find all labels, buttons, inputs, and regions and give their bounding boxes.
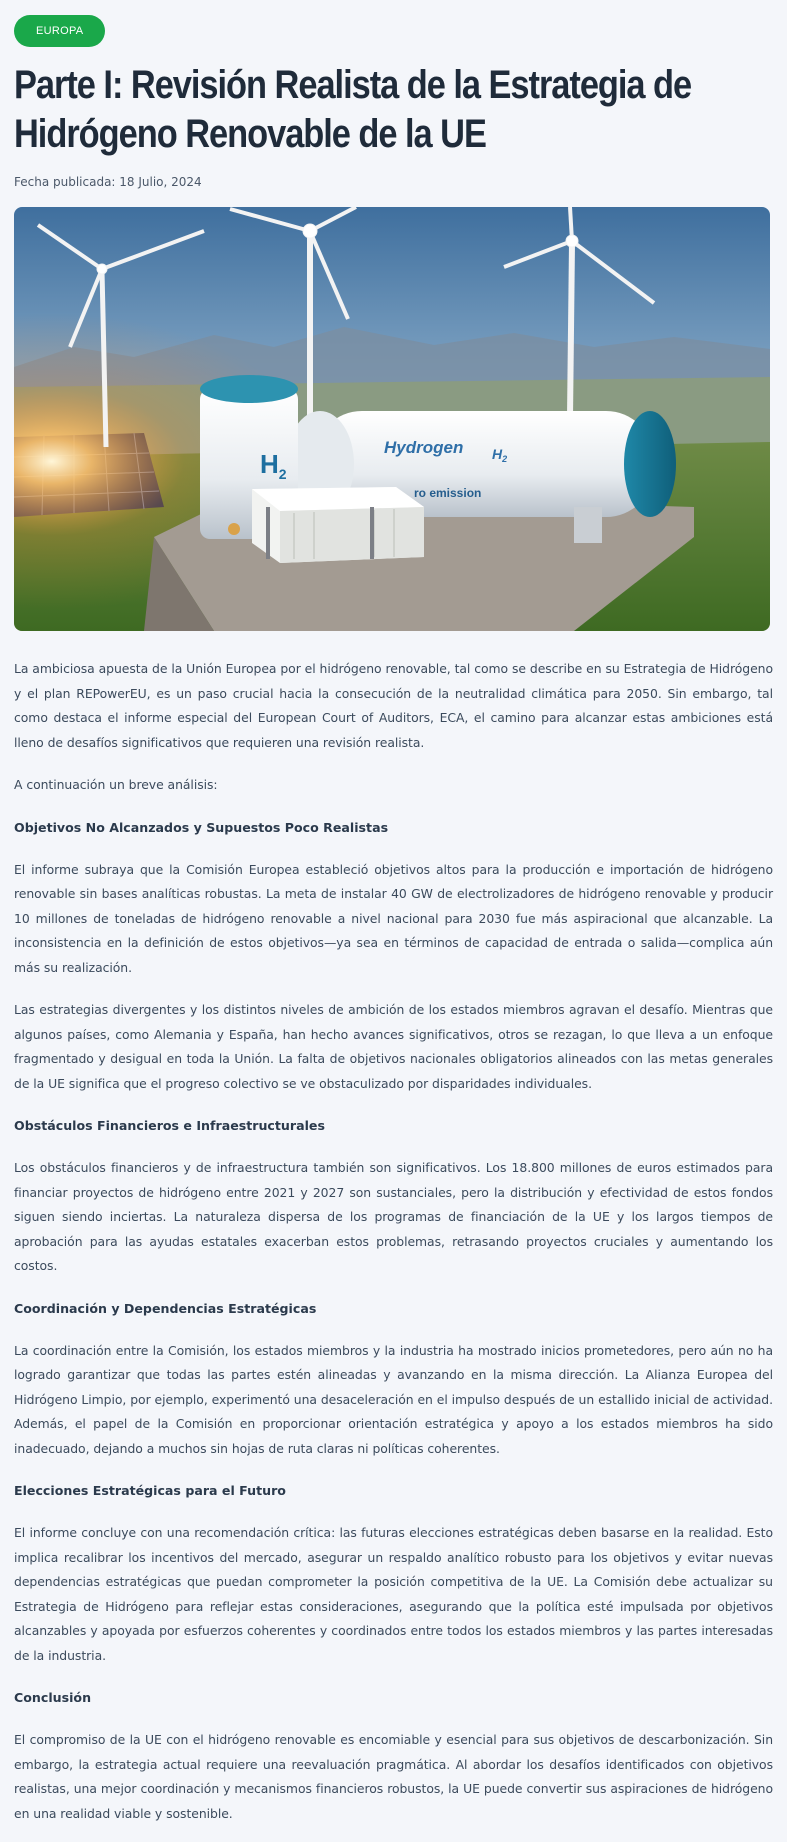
article-body bbox=[14, 657, 773, 1826]
publish-date: Fecha publicada: 18 Julio, 2024 bbox=[14, 175, 202, 189]
section-heading-coordination: Coordinación y Dependencias Estratégicas bbox=[14, 1300, 317, 1316]
section-heading-objectives: Objetivos No Alcanzados y Supuestos Poco Realistas bbox=[14, 819, 389, 835]
paragraph-lead-in: A continuación un breve análisis: bbox=[14, 777, 218, 792]
paragraph-financial: Los obstáculos financieros y de infraestructura también son significativos. Los 18.800 millones de euros estimados para financiar proyectos de hidrógeno entre 2021 y 2027 son sustanciales, pero la distribución y efectividad de estos fondos siguen siendo inciertas. La naturaleza dispersa de los programas de financiación de la UE y los largos tiempos de aprobación para las ayudas estatales exacerban estos problemas, retrasando proyectos cruciales y aumentando los costos. bbox=[14, 1160, 773, 1273]
section-heading-conclusion: Conclusión bbox=[14, 1690, 92, 1705]
cylinder-formula: H bbox=[492, 446, 503, 462]
paragraph-objectives-2: Las estrategias divergentes y los distintos niveles de ambición de los estados miembros agravan el desafío. Mientras que algunos países, como Alemania y España, han hecho avances significativos, otros se rezagan, lo que lleva a un enfoque fragmentado y desigual en toda la Unión. La falta de objetivos nacionales obligatorios alineados con las metas generales de la UE significa que el progreso colectivo se ve obstaculizado por disparidades individuales. bbox=[14, 1002, 773, 1091]
paragraph-objectives-1: El informe subraya que la Comisión Europea estableció objetivos altos para la producción e importación de hidrógeno renovable sin bases analíticas robustas. La meta de instalar 40 GW de electrolizadores de hidrógeno renovable y producir 10 millones de toneladas de hidrógeno renovable a nivel nacional para 2030 fue más aspiracional que alcanzable. La inconsistencia en la definición de estos objetivos—ya sea en términos de capacidad de entrada o salida—complica aún más su realización. bbox=[14, 861, 773, 975]
cylinder-formula-sub: 2 bbox=[502, 454, 508, 464]
tank-formula: H bbox=[260, 449, 279, 479]
section-heading-future: Elecciones Estratégicas para el Futuro bbox=[14, 1483, 286, 1498]
section-heading-financial: Obstáculos Financieros e Infraestructurales bbox=[14, 1118, 325, 1133]
hydrogen-label: Hydrogen bbox=[384, 438, 464, 457]
page-title: Parte I: Revisión Realista de la Estrategia de Hidrógeno Renovable de la UE bbox=[14, 63, 692, 156]
electrolyzer-unit bbox=[252, 487, 424, 563]
paragraph-conclusion: El compromiso de la UE con el hidrógeno renovable es encomiable y esencial para sus objetivos de descarbonización. Sin embargo, la estrategia actual requiere una reevaluación pragmática. Al abordar los desafíos identificados con objetivos realistas, una mejor coordinación y mecanismos financieros robustos, la UE puede convertir sus aspiraciones de hidrógeno en una realidad viable y sostenible. bbox=[14, 1732, 773, 1821]
emission-label: ro emission bbox=[414, 486, 482, 500]
hero-image bbox=[14, 207, 770, 631]
category-badge[interactable]: EUROPA bbox=[14, 15, 105, 47]
paragraph-future: El informe concluye con una recomendación crítica: las futuras elecciones estratégicas deben basarse en la realidad. Esto implica recalibrar los incentivos del mercado, asegurar un respaldo analítico robusto para los objetivos y evitar nuevas dependencias estratégicas que puedan comprometer la posición competitiva de la UE. La Comisión debe actualizar su Estrategia de Hidrógeno para reflejar estas consideraciones, asegurando que la política esté impulsada por objetivos alcanzables y apoyada por esfuerzos coherentes y coordinados entre todos los estados miembros y las partes interesadas de la industria. bbox=[14, 1525, 773, 1663]
paragraph-intro: La ambiciosa apuesta de la Unión Europea por el hidrógeno renovable, tal como se describe en su Estrategia de Hidrógeno y el plan REPowerEU, es un paso crucial hacia la consecución de la neutralidad climática para 2050. Sin embargo, tal como destaca el informe especial del European Court of Auditors, ECA, el camino para alcanzar estas ambiciones está lleno de desafíos significativos que requieren una revisión realista. bbox=[14, 661, 773, 750]
paragraph-coordination: La coordinación entre la Comisión, los estados miembros y la industria ha mostrado inicios prometedores, pero aún no ha logrado garantizar que todas las partes estén alineadas y avanzando en la misma dirección. La Alianza Europea del Hidrógeno Limpio, por ejemplo, experimentó una desaceleración en el impulso después de un estallido inicial de actividad. Además, el papel de la Comisión en proporcionar orientación estratégica y apoyo a los estados miembros ha sido inadecuado, dejando a muchos sin hojas de ruta claras ni políticas coherentes. bbox=[14, 1342, 773, 1456]
tank-formula-sub: 2 bbox=[278, 466, 287, 482]
